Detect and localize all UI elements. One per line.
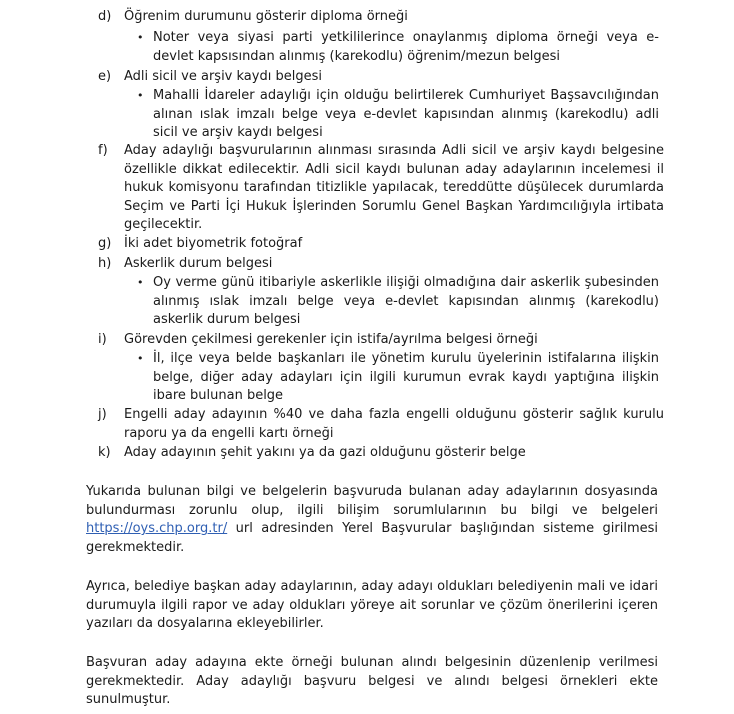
list-text-h: Askerlik durum belgesi: [124, 256, 273, 271]
bullet-text-e: Mahalli İdareler adaylığı için olduğu belirtilerek Cumhuriyet Başsavcılığından alınan ıslak imzalı belge veya e-devlet kapısından alınmış (karekodlu) adli sicil ve arşiv kaydı belgesi: [153, 88, 659, 141]
list-text-e: Adli sicil ve arşiv kaydı belgesi: [124, 69, 322, 84]
bullet-glyph: •: [137, 31, 144, 44]
paragraph-documents-text: Yukarıda bulunan bilgi ve belgelerin başvuruda bulanan aday adaylarının dosyasında bulundurması zorunlu olup, ilgili bilişim sorumlularının bu bilgi ve belgeleri: [86, 484, 658, 518]
list-text-i: Görevden çekilmesi gerekenler için istifa/ayrılma belgesi örneği: [124, 332, 538, 347]
list-label-k: k): [98, 445, 111, 460]
list-text-g: İki adet biyometrik fotoğraf: [124, 236, 303, 251]
list-text-j: Engelli aday adayının %40 ve daha fazla engelli olduğunu gösterir sağlık kurulu raporu ya da engelli kartı örneği: [124, 407, 664, 441]
list-label-j: j): [98, 407, 107, 422]
list-text-d: Öğrenim durumunu gösterir diploma örneği: [124, 9, 408, 24]
list-text-f: Aday adaylığı başvurularının alınması sırasında Adli sicil ve arşiv kaydı belgesine özellikle dikkat edilecektir. Adli sicil kaydı bulunan aday adaylarının incelemesi il hukuk komisyonu tarafından titizlikle yapılacak, tereddütte düşülecek durumlarda Seçim ve Parti İçi Hukuk İşlerinden Sorumlu Genel Başkan Yardımcılığıyla irtibata geçilecektir.: [124, 143, 664, 233]
paragraph-reports-text: Ayrıca, belediye başkan aday adaylarının, aday adayı oldukları belediyenin mali ve idari durumuyla ilgili rapor ve aday oldukları yöreye ait sorunlar ve çözüm önerilerini içeren yazıları da dosyalarına ekleyebilirler.: [86, 579, 658, 632]
bullet-text-d: Noter veya siyasi parti yetkililerince onaylanmış diploma örneği veya e-devlet kapsısından alınmış (karekodlu) öğrenim/mezun belgesi: [153, 30, 659, 64]
bullet-glyph: •: [137, 89, 144, 102]
list-text-k: Aday adayının şehit yakını ya da gazi olduğunu gösterir belge: [124, 445, 526, 460]
list-label-h: h): [98, 256, 112, 271]
paragraph-receipt: [86, 654, 658, 710]
bullet-text-h: Oy verme günü itibariyle askerlikle ilişiği olmadığına dair askerlik şubesinden alınmış ıslak imzalı belge veya e-devlet kapısından alınmış (karekodlu) askerlik durum belgesi: [153, 275, 659, 328]
paragraph-documents-text-end: url adresinden Yerel Başvurular başlığından sisteme girilmesi gerekmektedir.: [86, 521, 658, 555]
list-label-i: i): [98, 332, 107, 347]
list-label-e: e): [98, 69, 112, 84]
list-label-g: g): [98, 236, 112, 251]
list-label-d: d): [98, 9, 112, 24]
bullet-text-i: İl, ilçe veya belde başkanları ile yönetim kurulu üyelerinin istifalarına ilişkin belge, diğer aday adayları için ilgili kurumun evrak kaydı yaptığına ilişkin ibare bulunan belge: [153, 351, 659, 404]
paragraph-documents: [86, 483, 658, 557]
paragraph-receipt-text: Başvuran aday adayına ekte örneği bulunan alındı belgesinin düzenlenip verilmesi gerekmektedir. Aday adaylığı başvuru belgesi ve alındı belgesi örnekleri ekte sunulmuştur.: [86, 655, 658, 708]
bullet-glyph: •: [137, 352, 144, 365]
oys-link[interactable]: https://oys.chp.org.tr/: [86, 521, 228, 537]
list-label-f: f): [98, 143, 108, 158]
bullet-glyph: •: [137, 276, 144, 289]
paragraph-reports: [86, 578, 658, 634]
